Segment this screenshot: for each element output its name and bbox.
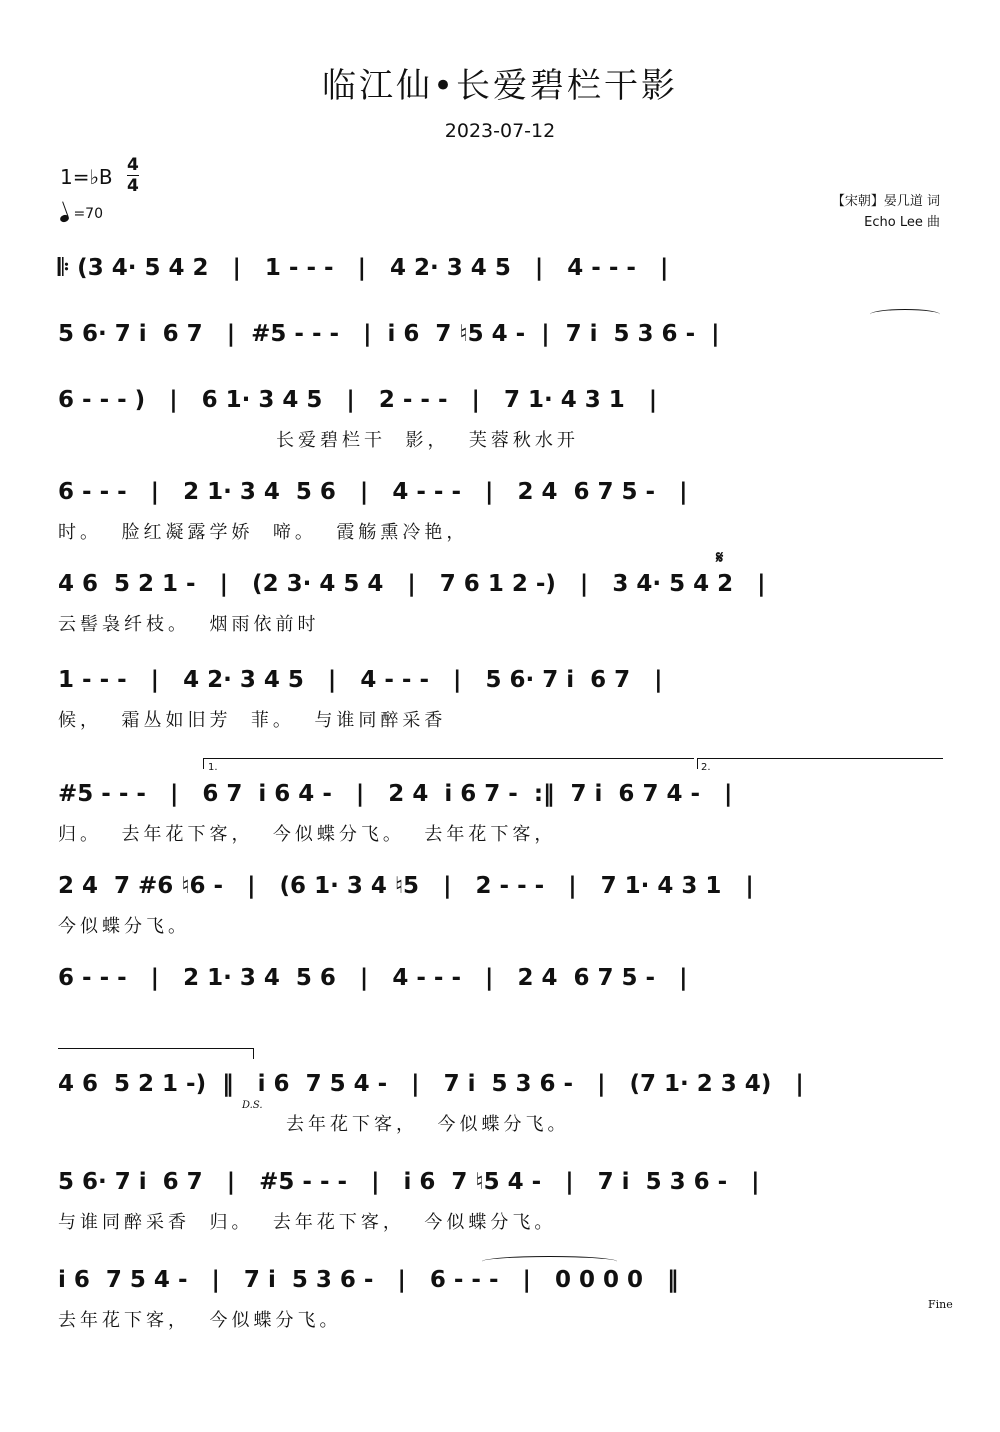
system-1-notes: 𝄆 (3 4· 5 4 2 | 1 - - - | 4 2· 3 4 5 | 4 - - - | xyxy=(58,255,669,281)
fine-mark: Fine xyxy=(928,1298,953,1311)
system-8-lyrics: 今似蝶分飞。 xyxy=(58,916,190,937)
system-11-lyrics: 与谁同醉采香 归。 去年花下客， 今似蝶分飞。 xyxy=(58,1212,557,1233)
volta-1-bracket xyxy=(203,758,694,769)
system-10-lyrics: 去年花下客， 今似蝶分飞。 xyxy=(286,1114,570,1135)
system-11-notes: 5 6· 7 i 6 7 | #5 - - - | i 6 7 ♮5 4 - | 7 i 5 3 6 - | xyxy=(58,1169,760,1195)
system-10-notes: 4 6 5 2 1 -) ‖ i 6 7 5 4 - | 7 i 5 3 6 - | (7 1· 2 3 4) | xyxy=(58,1071,804,1097)
system-7-notes: #5 - - - | 6 7 i 6 4 - | 2 4 i 6 7 - :‖ 7 i 6 7 4 - | xyxy=(58,781,733,807)
tempo-marking xyxy=(60,206,103,222)
meter-bottom: 4 xyxy=(127,176,139,196)
system-5-notes: 4 6 5 2 1 - | (2 3· 4 5 4 | 7 6 1 2 -) | 3 4· 5 4 2 | xyxy=(58,571,766,597)
quarter-note-icon xyxy=(59,214,70,224)
system-2-notes: 5 6· 7 i 6 7 | #5 - - - | i 6 7 ♮5 4 - | 7 i 5 3 6 - | xyxy=(58,321,720,347)
coda-bracket xyxy=(58,1048,254,1059)
system-6-lyrics: 候， 霜丛如旧芳 菲。 与谁同醉采香 xyxy=(58,710,447,731)
lyricist: 【宋朝】晏几道 词 xyxy=(831,194,940,209)
time-signature xyxy=(127,155,139,196)
key-signature: 1=♭B xyxy=(60,165,113,189)
system-3-lyrics: 长爱碧栏干 影， 芙蓉秋水开 xyxy=(276,430,579,451)
page-title: 临江仙•长爱碧栏干影 xyxy=(321,66,679,106)
segno-sign: 𝄋 xyxy=(716,548,724,568)
date: 2023-07-12 xyxy=(444,120,556,142)
system-8-notes: 2 4 7 #6 ♮6 - | (6 1· 3 4 ♮5 | 2 - - - | 7 1· 4 3 1 | xyxy=(58,873,754,899)
tie-mark xyxy=(870,309,940,320)
volta-1-label: 1. xyxy=(208,762,218,773)
composer: Echo Lee 曲 xyxy=(864,215,940,230)
system-5-lyrics: 云髻袅纤枝。 烟雨依前时 xyxy=(58,614,320,635)
system-3-notes: 6 - - - ) | 6 1· 3 4 5 | 2 - - - | 7 1· 4 3 1 | xyxy=(58,387,658,413)
system-12-lyrics: 去年花下客， 今似蝶分飞。 xyxy=(58,1310,342,1331)
ds-mark: D.S. xyxy=(242,1100,263,1111)
system-12-notes: i 6 7 5 4 - | 7 i 5 3 6 - | 6 - - - | 0 0 0 0 ‖ xyxy=(58,1267,679,1293)
volta-2-label: 2. xyxy=(701,762,711,773)
system-4-notes: 6 - - - | 2 1· 3 4 5 6 | 4 - - - | 2 4 6 7 5 - | xyxy=(58,479,688,505)
system-7-lyrics: 归。 去年花下客， 今似蝶分飞。 去年花下客， xyxy=(58,824,557,845)
volta-2-bracket xyxy=(697,758,943,769)
system-6-notes: 1 - - - | 4 2· 3 4 5 | 4 - - - | 5 6· 7 i 6 7 | xyxy=(58,667,663,693)
system-4-lyrics: 时。 脸红凝露学娇 啼。 霞觞熏冷艳， xyxy=(58,522,469,543)
meter-top: 4 xyxy=(127,155,139,175)
tempo-value: =70 xyxy=(73,206,103,222)
system-9-notes: 6 - - - | 2 1· 3 4 5 6 | 4 - - - | 2 4 6 7 5 - | xyxy=(58,965,688,991)
